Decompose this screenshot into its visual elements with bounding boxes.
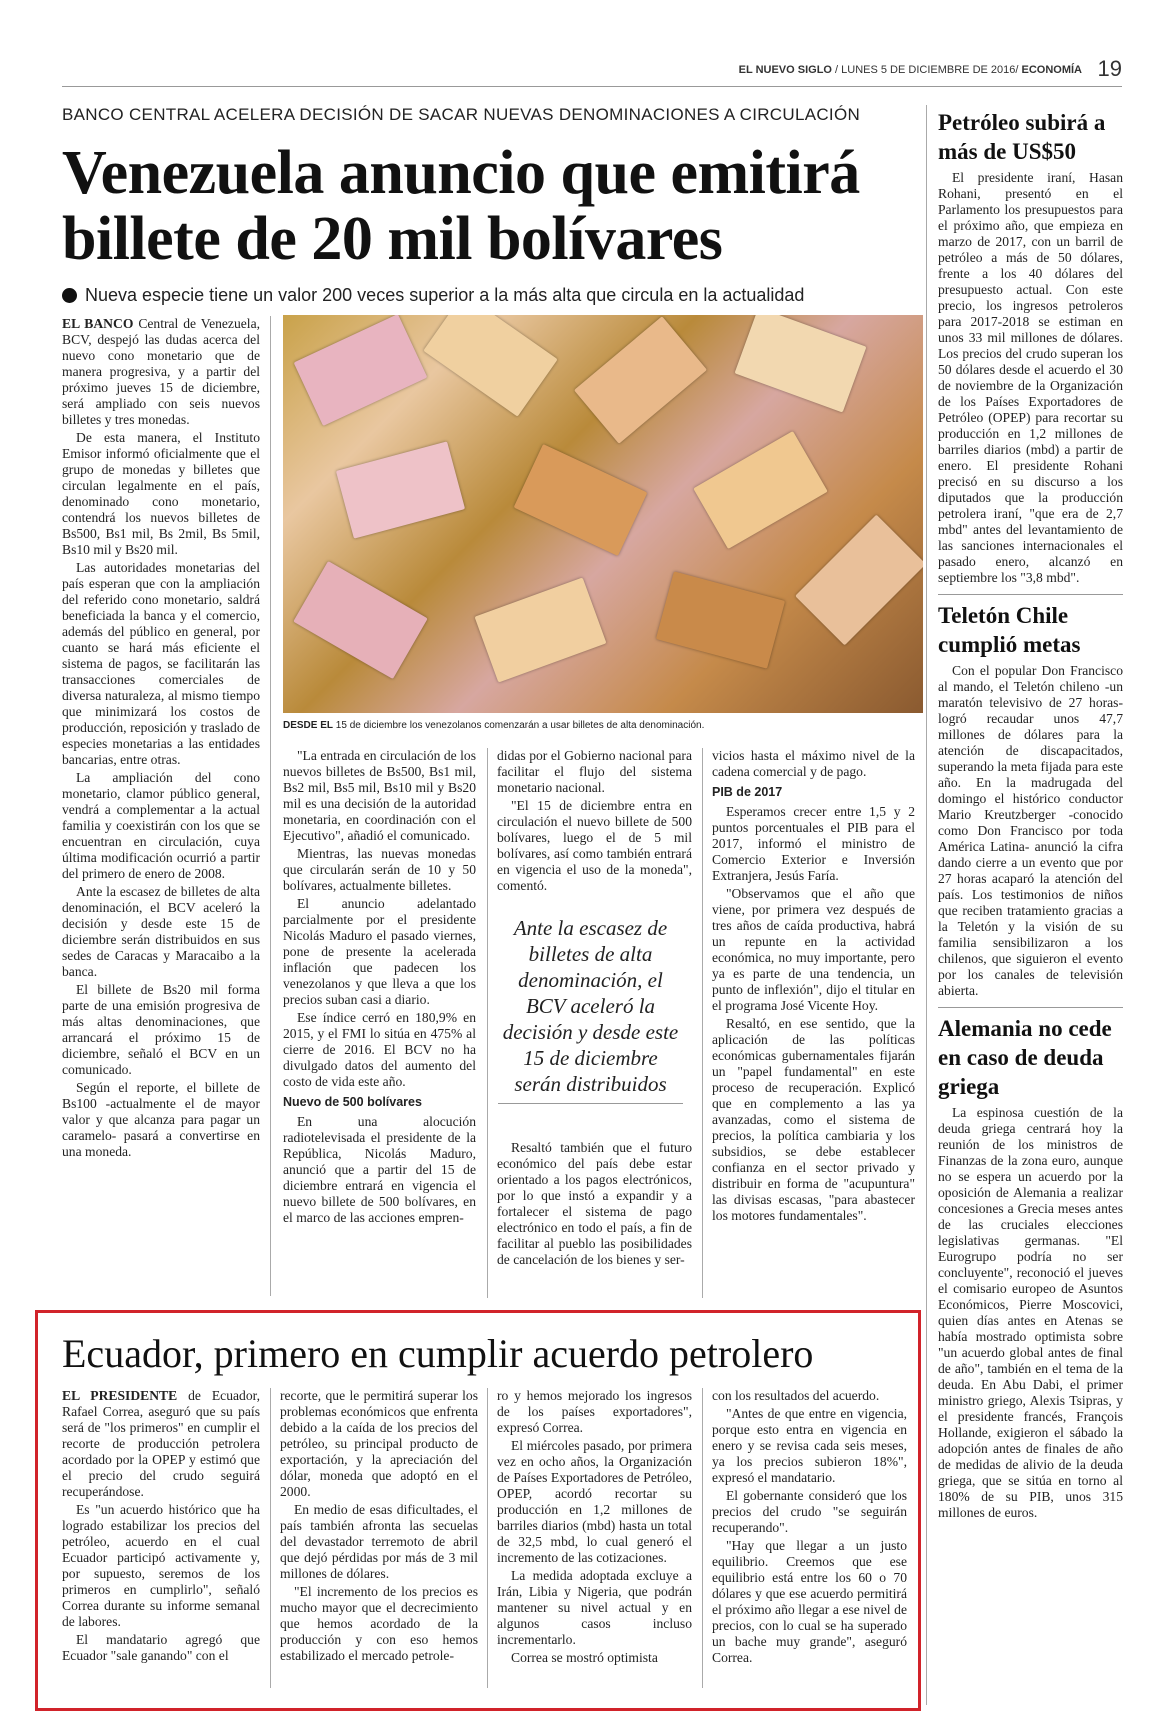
paragraph: recorte, que le permitirá superar los problemas económicos que enfrenta debido a la caída de los precios del petróleo, su principal producto de exportación, y la apreciación del dólar, moneda que adoptó en el 2000.	[280, 1388, 478, 1499]
photo-caption: DESDE EL 15 de diciembre los venezolanos comenzarán a usar billetes de alta denominación.	[283, 720, 705, 731]
paragraph: En medio de esas dificultades, el país también afronta las secuelas del devastador terremoto de abril que dejó pérdidas por más de 3 mil millones de dólares.	[280, 1502, 478, 1581]
lead-in: EL PRESIDENTE	[62, 1388, 178, 1403]
kicker: BANCO CENTRAL ACELERA DECISIÓN DE SACAR NUEVAS DENOMINACIONES A CIRCULACIÓN	[62, 105, 861, 124]
banknote-image	[734, 315, 866, 413]
paragraph: "Antes de que entre en vigencia, porque esto entra en vigencia en enero y se revisa cada seis meses, ya los precios subieron 18%", expresó el mandatario.	[712, 1406, 907, 1485]
banknote-image	[336, 441, 465, 538]
paragraph: Es "un acuerdo histórico que ha logrado estabilizar los precios del petróleo, acuerdo en el cual Ecuador participó activamente y, por supuesto, seremos de los primeros en cumplirlo", señaló Correa durante su informe semanal de labores.	[62, 1502, 260, 1629]
box-column-4	[712, 1388, 907, 1668]
paragraph: El billete de Bs20 mil forma parte de una emisión progresiva de más altas denominaciones, que arrancará el próximo 15 de diciembre, señaló el BCV en un comunicado.	[62, 982, 260, 1077]
paragraph: El anuncio adelantado parcialmente por el presidente Nicolás Maduro el pasado viernes, pone de presente la acelerada inflación que padecen los venezolanos y que lleva a que los precios suban casi a diario.	[283, 896, 476, 1007]
paragraph: "El incremento de los precios es mucho mayor que el decrecimiento que hemos acordado de la producción y con eso hemos estabilizado el mercado petrole-	[280, 1584, 478, 1663]
banknote-image	[514, 444, 648, 556]
paragraph: Ante la escasez de billetes de alta denominación, el BCV aceleró la decisión y desde este 15 de diciembre serán distribuidos en sus sedes de Caracas y Maracaibo a la banca.	[62, 884, 260, 979]
sidebar-story-oil	[938, 170, 1123, 586]
paragraph: EL PRESIDENTE de Ecuador, Rafael Correa, aseguró que su país será de "los primeros" en cumplir el recorte de producción petrolera acordado por la OPEP y estimó que el precio del crudo seguirá recuperándose.	[62, 1388, 260, 1499]
banknotes-photo	[283, 315, 923, 713]
paragraph: Resaltó también que el futuro económico del país debe estar orientado a los pagos electrónicos, por lo que instó a expandir y a fortalecer el sistema de pago electrónico en todo el país, a fin de facilitar al pueblo las posibilidades de cancelación de los bienes y ser-	[497, 1140, 692, 1267]
paragraph: ro y hemos mejorado los ingresos de los países exportadores", expresó Correa.	[497, 1388, 692, 1435]
paper-name: EL NUEVO SIGLO	[738, 64, 832, 76]
paragraph: Ese índice cerró en 180,9% en 2015, y el FMI lo sitúa en 475% al cierre de 2016. El BCV no ha divulgado datos del aumento del costo de vida este año.	[283, 1010, 476, 1089]
masthead-info	[739, 64, 1082, 76]
paragraph: Resaltó, en ese sentido, que la aplicación de las políticas económicas gubernamentales fijarán un "papel fundamental" en este proceso de recuperación. Explicó que en complemento a las ya avanzadas, como el sistema de precios, la política cambiaria y los subsidios, se debe establecer confianza en el sector privado y distribuir en forma de "acupuntura" las divisas escasas, "para abastecer los motores fundamentales".	[712, 1016, 915, 1223]
subhead: PIB de 2017	[712, 785, 783, 799]
box-column-3	[497, 1388, 692, 1668]
banknote-image	[423, 315, 557, 417]
paragraph: La ampliación del cono monetario, clamor público general, vendrá a complementar a la actual familia y coexistirán con los que se encuentran en circulación, cuya última modificación ocurrió a partir del primero de enero de 2008.	[62, 770, 260, 881]
deck	[62, 285, 917, 306]
main-headline: Venezuela anuncio que emitirá billete de 20 mil bolívares	[62, 139, 860, 273]
paragraph: Con el popular Don Francisco al mando, el Teletón chileno -un maratón televisivo de 27 horas- logró recaudar unos 47,7 millones de dólares para la atención de discapacitados, superando la meta fijada para este año. En la madrugada del domingo el histórico conductor Mario Kreutzberger -conocido como Don Francisco por toda América Latina- anunció la cifra dando cierre a un evento que por 27 horas acaparó la atención del país. Los testimonios de niños que reciben tratamiento gracias a la Teletón y la visión de su familia sensibilizaron a los chilenos, que siguieron el evento por los canales de televisión abierta.	[938, 663, 1123, 998]
paragraph: Según el reporte, el billete de Bs100 -actualmente el de mayor valor y que alcanza para pagar un caramelo- pasará a convertirse en una moneda.	[62, 1080, 260, 1159]
sidebar-story-germany	[938, 1105, 1123, 1521]
banknote-image	[656, 571, 785, 668]
lead-in: EL BANCO	[62, 316, 134, 331]
paragraph: Esperamos crecer entre 1,5 y 2 puntos porcentuales el PIB para el 2017, informó el ministro de Comercio Exterior e Inversión Extranjera, Jesús Faría.	[712, 804, 915, 883]
column-divider	[702, 748, 703, 1298]
sidebar	[938, 108, 1123, 1523]
paragraph: "El 15 de diciembre entra en circulación el nuevo billete de 500 bolívares, luego el de 5 mil bolívares, así como también entrará en vigencia el uso de la moneda", comentó.	[497, 798, 692, 893]
paragraph: Las autoridades monetarias del país esperan que con la ampliación del referido cono monetario, saldrá beneficiada la banca y el comercio, además del público en general, por cuanto se hará más eficiente el sistema de pagos, se facilitarán las transacciones comerciales de diversa naturaleza, al mismo tiempo que minimizará los costos de producción, reposición y traslado de especies monetarias a las entidades bancarias, entre otras.	[62, 560, 260, 767]
paragraph: EL BANCO Central de Venezuela, BCV, despejó las dudas acerca del nuevo cono monetario que de manera progresiva, y a partir del próximo jueves 15 de diciembre, será ampliado con seis nuevos billetes y tres monedas.	[62, 316, 261, 427]
box-headline: Ecuador, primero en cumplir acuerdo petrolero	[62, 1331, 814, 1376]
sidebar-title-teleton: Teletón Chile cumplió metas	[938, 603, 1081, 657]
page-number: 19	[1097, 56, 1122, 81]
paragraph: "Hay que llegar a un justo equilibrio. Creemos que ese equilibrio está entre los 60 o 70 dólares y que ese acuerdo permitirá el próximo año llegar a ese nivel de precios, con lo cual se ha superado un bache muy grande", aseguró Correa.	[712, 1538, 907, 1665]
column-divider	[487, 748, 488, 1298]
paragraph: El mandatario agregó que Ecuador "sale ganando" con el	[62, 1632, 260, 1663]
column-divider	[270, 1388, 271, 1688]
pull-quote: Ante la escasez de billetes de alta denominación, el BCV aceleró la decisión y desde este 15 de diciembre serán distribuidos	[498, 915, 683, 1104]
paragraph: "La entrada en circulación de los nuevos billetes de Bs500, Bs1 mil, Bs2 mil, Bs5 mil, Bs10 mil y Bs20 mil es una decisión de la autoridad monetaria, en coordinación con el Ejecutivo", añadió el comunicado.	[283, 748, 476, 843]
column-divider	[270, 316, 271, 1296]
paragraph: vicios hasta el máximo nivel de la cadena comercial y de pago.	[712, 748, 915, 779]
column-divider	[487, 1388, 488, 1688]
sidebar-title-germany: Alemania no cede en caso de deuda griega	[938, 1016, 1112, 1099]
subhead: Nuevo de 500 bolívares	[283, 1095, 422, 1109]
paragraph: El gobernante consideró que los precios del crudo "se seguirán recuperando".	[712, 1488, 907, 1535]
masthead	[62, 58, 1122, 87]
paragraph: didas por el Gobierno nacional para facilitar el flujo del sistema monetario nacional.	[497, 748, 692, 795]
main-column-3	[497, 748, 692, 896]
issue-date: / LUNES 5 DE DICIEMBRE DE 2016/	[835, 64, 1019, 76]
main-column-4	[712, 748, 915, 1226]
paragraph: Correa se mostró optimista	[511, 1650, 658, 1665]
banknote-image	[574, 316, 707, 444]
sidebar-title-oil: Petróleo subirá a más de US$50	[938, 110, 1106, 164]
bullet-icon	[62, 288, 77, 303]
paragraph: Mientras, las nuevas monedas que circularán serán de 10 y 50 bolívares, actualmente billetes.	[283, 846, 476, 893]
sidebar-divider	[926, 105, 927, 1705]
sidebar-rule	[938, 1007, 1123, 1008]
banknote-image	[795, 515, 923, 646]
banknote-image	[294, 315, 428, 426]
paragraph: con los resultados del acuerdo.	[712, 1388, 880, 1403]
sidebar-rule	[938, 594, 1123, 595]
banknote-image	[693, 431, 828, 549]
sidebar-story-teleton	[938, 663, 1123, 999]
paragraph: El presidente iraní, Hasan Rohani, presentó en el Parlamento los presupuestos para el próximo año, que empieza en marzo de 2017, con un barril de petróleo a más de 50 dólares, frente a los 40 dólares del presupuesto actual. Con este precio, los ingresos petroleros para 2017-2018 se estiman en unos 33 mil millones de dólares. Los precios del crudo superan los 50 dólares desde el acuerdo el 30 de noviembre de la Organización de los Países Exportadores de Petróleo (OPEP) para recortar su producción en 1,2 millones de barriles diarios (mbd) a partir de enero. El presidente Rohani precisó en su discurso a los diputados que la producción petrolera iraní, "que era de 2,7 mbd" antes del levantamiento de las sanciones internacionales el pasado enero, alcanzó en septiembre los "3,8 mbd".	[938, 170, 1123, 585]
main-column-2	[283, 748, 476, 1228]
section-name: ECONOMÍA	[1021, 64, 1082, 76]
main-column-1	[62, 316, 260, 1162]
main-column-3-continued	[497, 1140, 692, 1270]
paragraph: La medida adoptada excluye a Irán, Libia y Nigeria, que podrán mantener su nivel actual y en algunos casos incluso incrementarlo.	[497, 1568, 692, 1647]
box-column-2	[280, 1388, 478, 1666]
box-column-1	[62, 1388, 260, 1666]
column-divider	[702, 1388, 703, 1688]
deck-text: Nueva especie tiene un valor 200 veces superior a la más alta que circula en la actualidad	[85, 285, 805, 305]
paragraph: "Observamos que el año que viene, por primera vez después de tres años de caída productiva, habrá un repunte en la actividad económica, no muy importante, pero ya es parte de una tendencia, un punto de inflexión", dijo el titular en el programa José Vicente Hoy.	[712, 886, 915, 1013]
paragraph: En una alocución radiotelevisada el presidente de la República, Nicolás Maduro, anunció que a partir del 15 de diciembre entrará en vigencia el nuevo billete de 500 bolívares, en el marco de las acciones empren-	[283, 1114, 476, 1225]
paragraph: La espinosa cuestión de la deuda griega centrará hoy la reunión de los ministros de Finanzas de la zona euro, aunque no se espera un acuerdo por la oposición de Alemania a realizar concesiones a Grecia meses antes de las cruciales elecciones legislativas germanas. "El Eurogrupo podría no ser concluyente", reconoció el jueves el comisario europeo de Asuntos Económicos, Pierre Moscovici, quien días antes en Atenas se había mostrado optimista sobre "un acuerdo global antes de final de año", también en el tema de la deuda. En Abu Dabi, el primer ministro griego, Alexis Tsipras, y el presidente francés, François Hollande, exigieron el sábado la adopción antes de finales de año de medidas de alivio de la deuda griega, que se sitúa en torno al 180% de su PIB, unos 315 millones de euros.	[938, 1105, 1123, 1520]
paragraph: De esta manera, el Instituto Emisor informó oficialmente que el grupo de monedas y billetes que circulan legalmente en el país, denominado cono monetario, contendrá los nuevos billetes de Bs500, Bs1 mil, Bs 2mil, Bs 5mil, Bs10 mil y Bs20 mil.	[62, 430, 260, 557]
paragraph: El miércoles pasado, por primera vez en ocho años, la Organización de Países Exportadores de Petróleo, OPEP, acordó recortar su producción en 1,2 millones de barriles diarios (mbd) hasta un total de 32,5 mbd, lo cual generó el incremento de las cotizaciones.	[497, 1438, 692, 1565]
banknote-image	[293, 561, 428, 679]
banknote-image	[474, 577, 606, 682]
